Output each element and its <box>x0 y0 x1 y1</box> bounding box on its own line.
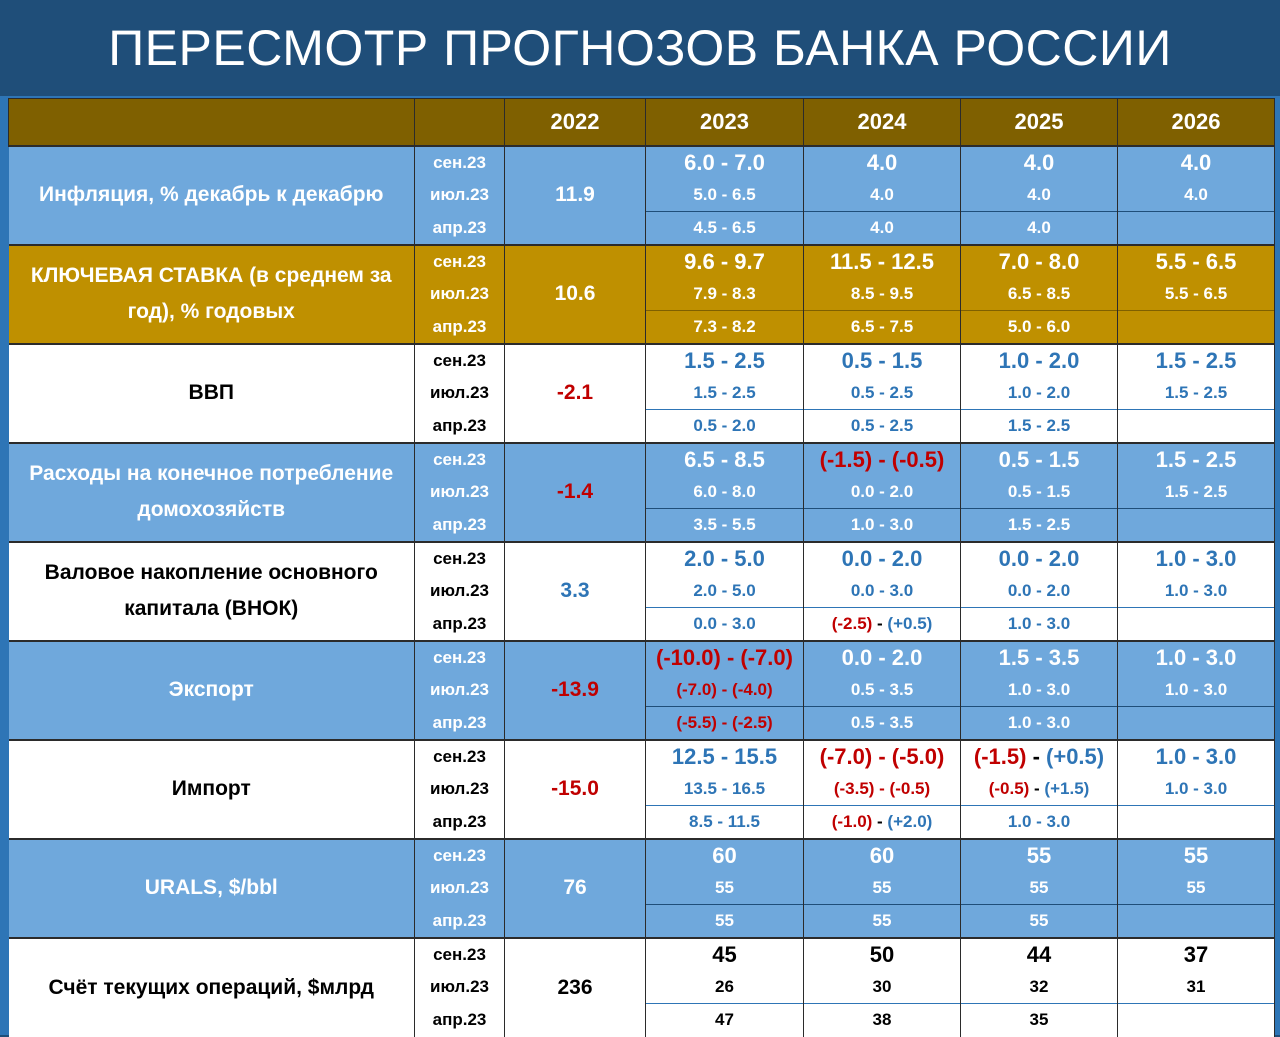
forecast-cell <box>804 608 961 641</box>
forecast-cell: 0.0 - 2.0 <box>804 476 961 509</box>
forecast-cell: 30 <box>804 971 961 1004</box>
forecast-cell: 1.5 - 2.5 <box>646 377 804 410</box>
forecast-date-label: апр.23 <box>415 509 505 542</box>
forecast-cell: 5.0 - 6.5 <box>646 179 804 212</box>
forecast-cell: 1.5 - 2.5 <box>961 410 1118 443</box>
forecast-date-label: июл.23 <box>415 377 505 410</box>
row-label-export: Экспорт <box>9 641 415 740</box>
forecast-cell: 1.0 - 3.0 <box>1118 641 1275 674</box>
forecast-cell: 37 <box>1118 938 1275 971</box>
header-year: 2024 <box>804 99 961 146</box>
forecast-date-label: сен.23 <box>415 344 505 377</box>
forecast-cell: (-3.5) - (-0.5) <box>804 773 961 806</box>
forecast-cell-part: (+1.5) <box>1044 778 1090 798</box>
table-row <box>9 542 1275 575</box>
forecast-cell: (-1.5) - (-0.5) <box>804 443 961 476</box>
forecast-cell: (-7.0) - (-4.0) <box>646 674 804 707</box>
forecast-date-label: сен.23 <box>415 245 505 278</box>
row-label-investment: Валовое накопление основного капитала (ВНОК) <box>9 542 415 641</box>
forecast-cell: 2.0 - 5.0 <box>646 542 804 575</box>
forecast-cell: 1.0 - 3.0 <box>961 707 1118 740</box>
forecast-cell: 1.0 - 3.0 <box>1118 773 1275 806</box>
forecast-cell: 35 <box>961 1004 1118 1037</box>
header-year: 2026 <box>1118 99 1275 146</box>
forecast-date-label: апр.23 <box>415 905 505 938</box>
forecast-cell: 31 <box>1118 971 1275 1004</box>
forecast-cell <box>1118 509 1275 542</box>
forecast-cell: 1.0 - 3.0 <box>804 509 961 542</box>
value-2022-gdp: -2.1 <box>505 344 646 443</box>
forecast-cell: 1.0 - 2.0 <box>961 377 1118 410</box>
forecast-cell <box>961 773 1118 806</box>
forecast-cell: 0.5 - 2.5 <box>804 377 961 410</box>
forecast-cell-part: - <box>1026 743 1047 769</box>
forecast-date-label: сен.23 <box>415 740 505 773</box>
forecast-cell: 45 <box>646 938 804 971</box>
forecast-cell: 4.5 - 6.5 <box>646 212 804 245</box>
forecast-cell: 55 <box>961 872 1118 905</box>
value-2022-export: -13.9 <box>505 641 646 740</box>
table-row <box>9 839 1275 872</box>
forecast-cell: 60 <box>646 839 804 872</box>
forecast-date-label: сен.23 <box>415 542 505 575</box>
forecast-cell-part: (+0.5) <box>887 613 933 633</box>
forecast-cell: 4.0 <box>1118 146 1275 179</box>
header-row <box>9 99 1275 146</box>
forecast-cell: 1.0 - 3.0 <box>961 806 1118 839</box>
forecast-cell: 44 <box>961 938 1118 971</box>
value-2022-urals: 76 <box>505 839 646 938</box>
value-2022-inflation: 11.9 <box>505 146 646 245</box>
value-2022-current_account: 236 <box>505 938 646 1037</box>
forecast-cell: 0.5 - 2.0 <box>646 410 804 443</box>
forecast-cell: 1.5 - 2.5 <box>1118 443 1275 476</box>
forecast-cell: 55 <box>961 905 1118 938</box>
forecast-cell: 1.0 - 2.0 <box>961 344 1118 377</box>
forecast-date-label: июл.23 <box>415 872 505 905</box>
forecast-cell <box>1118 806 1275 839</box>
forecast-cell: 1.5 - 2.5 <box>961 509 1118 542</box>
forecast-cell <box>1118 707 1275 740</box>
forecast-cell <box>1118 311 1275 344</box>
forecast-cell <box>1118 1004 1275 1037</box>
table-row <box>9 641 1275 674</box>
forecast-cell: 1.0 - 3.0 <box>1118 542 1275 575</box>
forecast-date-label: сен.23 <box>415 938 505 971</box>
forecast-cell: 6.0 - 7.0 <box>646 146 804 179</box>
forecast-date-label: апр.23 <box>415 311 505 344</box>
forecast-cell: 5.5 - 6.5 <box>1118 245 1275 278</box>
forecast-cell-part: - <box>872 613 888 633</box>
forecast-cell: 4.0 <box>804 146 961 179</box>
forecast-cell: 1.5 - 2.5 <box>646 344 804 377</box>
table-row <box>9 740 1275 773</box>
forecast-cell: 4.0 <box>804 179 961 212</box>
forecast-cell: 12.5 - 15.5 <box>646 740 804 773</box>
forecast-cell <box>1118 608 1275 641</box>
forecast-cell: 7.9 - 8.3 <box>646 278 804 311</box>
forecast-date-label: апр.23 <box>415 1004 505 1037</box>
forecast-cell-part: - <box>1029 778 1045 798</box>
forecast-date-label: сен.23 <box>415 839 505 872</box>
row-label-consumption: Расходы на конечное потребление домохозяйств <box>9 443 415 542</box>
header-year: 2023 <box>646 99 804 146</box>
forecast-cell: (-10.0) - (-7.0) <box>646 641 804 674</box>
forecast-cell: 11.5 - 12.5 <box>804 245 961 278</box>
forecast-cell-part: (+2.0) <box>887 811 933 831</box>
forecast-date-label: сен.23 <box>415 443 505 476</box>
forecast-cell <box>1118 410 1275 443</box>
forecast-cell: 1.0 - 3.0 <box>1118 740 1275 773</box>
forecast-cell <box>804 806 961 839</box>
forecast-cell: 0.0 - 3.0 <box>646 608 804 641</box>
forecast-cell: 8.5 - 11.5 <box>646 806 804 839</box>
value-2022-import: -15.0 <box>505 740 646 839</box>
forecast-date-label: июл.23 <box>415 278 505 311</box>
forecast-cell: 38 <box>804 1004 961 1037</box>
forecast-cell: 0.5 - 2.5 <box>804 410 961 443</box>
forecast-cell: 55 <box>1118 839 1275 872</box>
forecast-cell: 4.0 <box>961 212 1118 245</box>
forecast-date-label: апр.23 <box>415 707 505 740</box>
forecast-cell: (-5.5) - (-2.5) <box>646 707 804 740</box>
value-2022-key_rate: 10.6 <box>505 245 646 344</box>
forecast-cell: 1.5 - 3.5 <box>961 641 1118 674</box>
forecast-cell: 55 <box>646 872 804 905</box>
forecast-cell: 0.5 - 1.5 <box>961 443 1118 476</box>
forecast-cell-part: (-1.5) <box>973 743 1027 769</box>
forecast-cell: 1.0 - 3.0 <box>1118 575 1275 608</box>
page-title: ПЕРЕСМОТР ПРОГНОЗОВ БАНКА РОССИИ <box>0 0 1280 96</box>
forecast-cell: 26 <box>646 971 804 1004</box>
forecast-cell: 7.0 - 8.0 <box>961 245 1118 278</box>
forecast-cell: 0.0 - 2.0 <box>804 542 961 575</box>
forecast-cell-part: (-2.5) <box>831 613 873 633</box>
forecast-cell: 47 <box>646 1004 804 1037</box>
forecast-date-label: июл.23 <box>415 476 505 509</box>
forecast-cell: 3.5 - 5.5 <box>646 509 804 542</box>
forecast-cell: 6.0 - 8.0 <box>646 476 804 509</box>
forecast-cell-part: (-0.5) <box>988 778 1030 798</box>
row-label-import: Импорт <box>9 740 415 839</box>
forecast-date-label: апр.23 <box>415 608 505 641</box>
forecast-date-label: июл.23 <box>415 674 505 707</box>
table-row <box>9 245 1275 278</box>
forecast-cell: 1.5 - 2.5 <box>1118 476 1275 509</box>
value-2022-investment: 3.3 <box>505 542 646 641</box>
forecast-date-label: апр.23 <box>415 212 505 245</box>
forecast-cell: 7.3 - 8.2 <box>646 311 804 344</box>
forecast-cell: (-7.0) - (-5.0) <box>804 740 961 773</box>
forecast-cell: 0.5 - 1.5 <box>804 344 961 377</box>
forecast-cell: 6.5 - 8.5 <box>961 278 1118 311</box>
forecast-cell <box>1118 905 1275 938</box>
row-label-gdp: ВВП <box>9 344 415 443</box>
forecast-table <box>8 98 1275 1037</box>
header-year: 2025 <box>961 99 1118 146</box>
forecast-cell: 2.0 - 5.0 <box>646 575 804 608</box>
forecast-cell: 1.0 - 3.0 <box>1118 674 1275 707</box>
table-row <box>9 344 1275 377</box>
forecast-cell: 1.5 - 2.5 <box>1118 344 1275 377</box>
forecast-cell: 4.0 <box>1118 179 1275 212</box>
forecast-cell: 4.0 <box>961 179 1118 212</box>
forecast-cell: 55 <box>804 872 961 905</box>
forecast-date-label: апр.23 <box>415 806 505 839</box>
forecast-cell: 0.0 - 2.0 <box>804 641 961 674</box>
forecast-cell: 55 <box>1118 872 1275 905</box>
row-label-urals: URALS, $/bbl <box>9 839 415 938</box>
forecast-date-label: июл.23 <box>415 971 505 1004</box>
forecast-cell: 5.5 - 6.5 <box>1118 278 1275 311</box>
value-2022-consumption: -1.4 <box>505 443 646 542</box>
forecast-cell: 32 <box>961 971 1118 1004</box>
forecast-cell: 0.5 - 1.5 <box>961 476 1118 509</box>
forecast-cell <box>1118 212 1275 245</box>
row-label-inflation: Инфляция, % декабрь к декабрю <box>9 146 415 245</box>
header-blank <box>415 99 505 146</box>
forecast-cell: 50 <box>804 938 961 971</box>
forecast-cell: 60 <box>804 839 961 872</box>
forecast-date-label: сен.23 <box>415 146 505 179</box>
forecast-cell: 5.0 - 6.0 <box>961 311 1118 344</box>
forecast-date-label: июл.23 <box>415 773 505 806</box>
forecast-cell: 4.0 <box>804 212 961 245</box>
forecast-date-label: апр.23 <box>415 410 505 443</box>
forecast-cell <box>961 740 1118 773</box>
row-label-key_rate: КЛЮЧЕВАЯ СТАВКА (в среднем за год), % годовых <box>9 245 415 344</box>
table-row <box>9 443 1275 476</box>
forecast-cell: 1.5 - 2.5 <box>1118 377 1275 410</box>
forecast-cell-part: (+0.5) <box>1046 743 1105 769</box>
forecast-cell: 55 <box>646 905 804 938</box>
forecast-date-label: сен.23 <box>415 641 505 674</box>
forecast-date-label: июл.23 <box>415 575 505 608</box>
forecast-cell-part: - <box>872 811 888 831</box>
header-blank <box>9 99 415 146</box>
forecast-cell: 55 <box>804 905 961 938</box>
forecast-cell: 0.5 - 3.5 <box>804 707 961 740</box>
table-row <box>9 938 1275 971</box>
forecast-cell: 6.5 - 7.5 <box>804 311 961 344</box>
forecast-date-label: июл.23 <box>415 179 505 212</box>
forecast-table-container <box>0 96 1280 1035</box>
forecast-cell: 1.0 - 3.0 <box>961 608 1118 641</box>
forecast-cell: 8.5 - 9.5 <box>804 278 961 311</box>
forecast-cell: 55 <box>961 839 1118 872</box>
forecast-cell: 0.5 - 3.5 <box>804 674 961 707</box>
forecast-cell: 9.6 - 9.7 <box>646 245 804 278</box>
forecast-cell: 0.0 - 3.0 <box>804 575 961 608</box>
forecast-cell: 13.5 - 16.5 <box>646 773 804 806</box>
table-row <box>9 146 1275 179</box>
forecast-cell: 6.5 - 8.5 <box>646 443 804 476</box>
header-year: 2022 <box>505 99 646 146</box>
forecast-cell: 4.0 <box>961 146 1118 179</box>
forecast-cell: 0.0 - 2.0 <box>961 575 1118 608</box>
forecast-cell: 1.0 - 3.0 <box>961 674 1118 707</box>
forecast-cell-part: (-1.0) <box>831 811 873 831</box>
row-label-current_account: Счёт текущих операций, $млрд <box>9 938 415 1037</box>
forecast-cell: 0.0 - 2.0 <box>961 542 1118 575</box>
